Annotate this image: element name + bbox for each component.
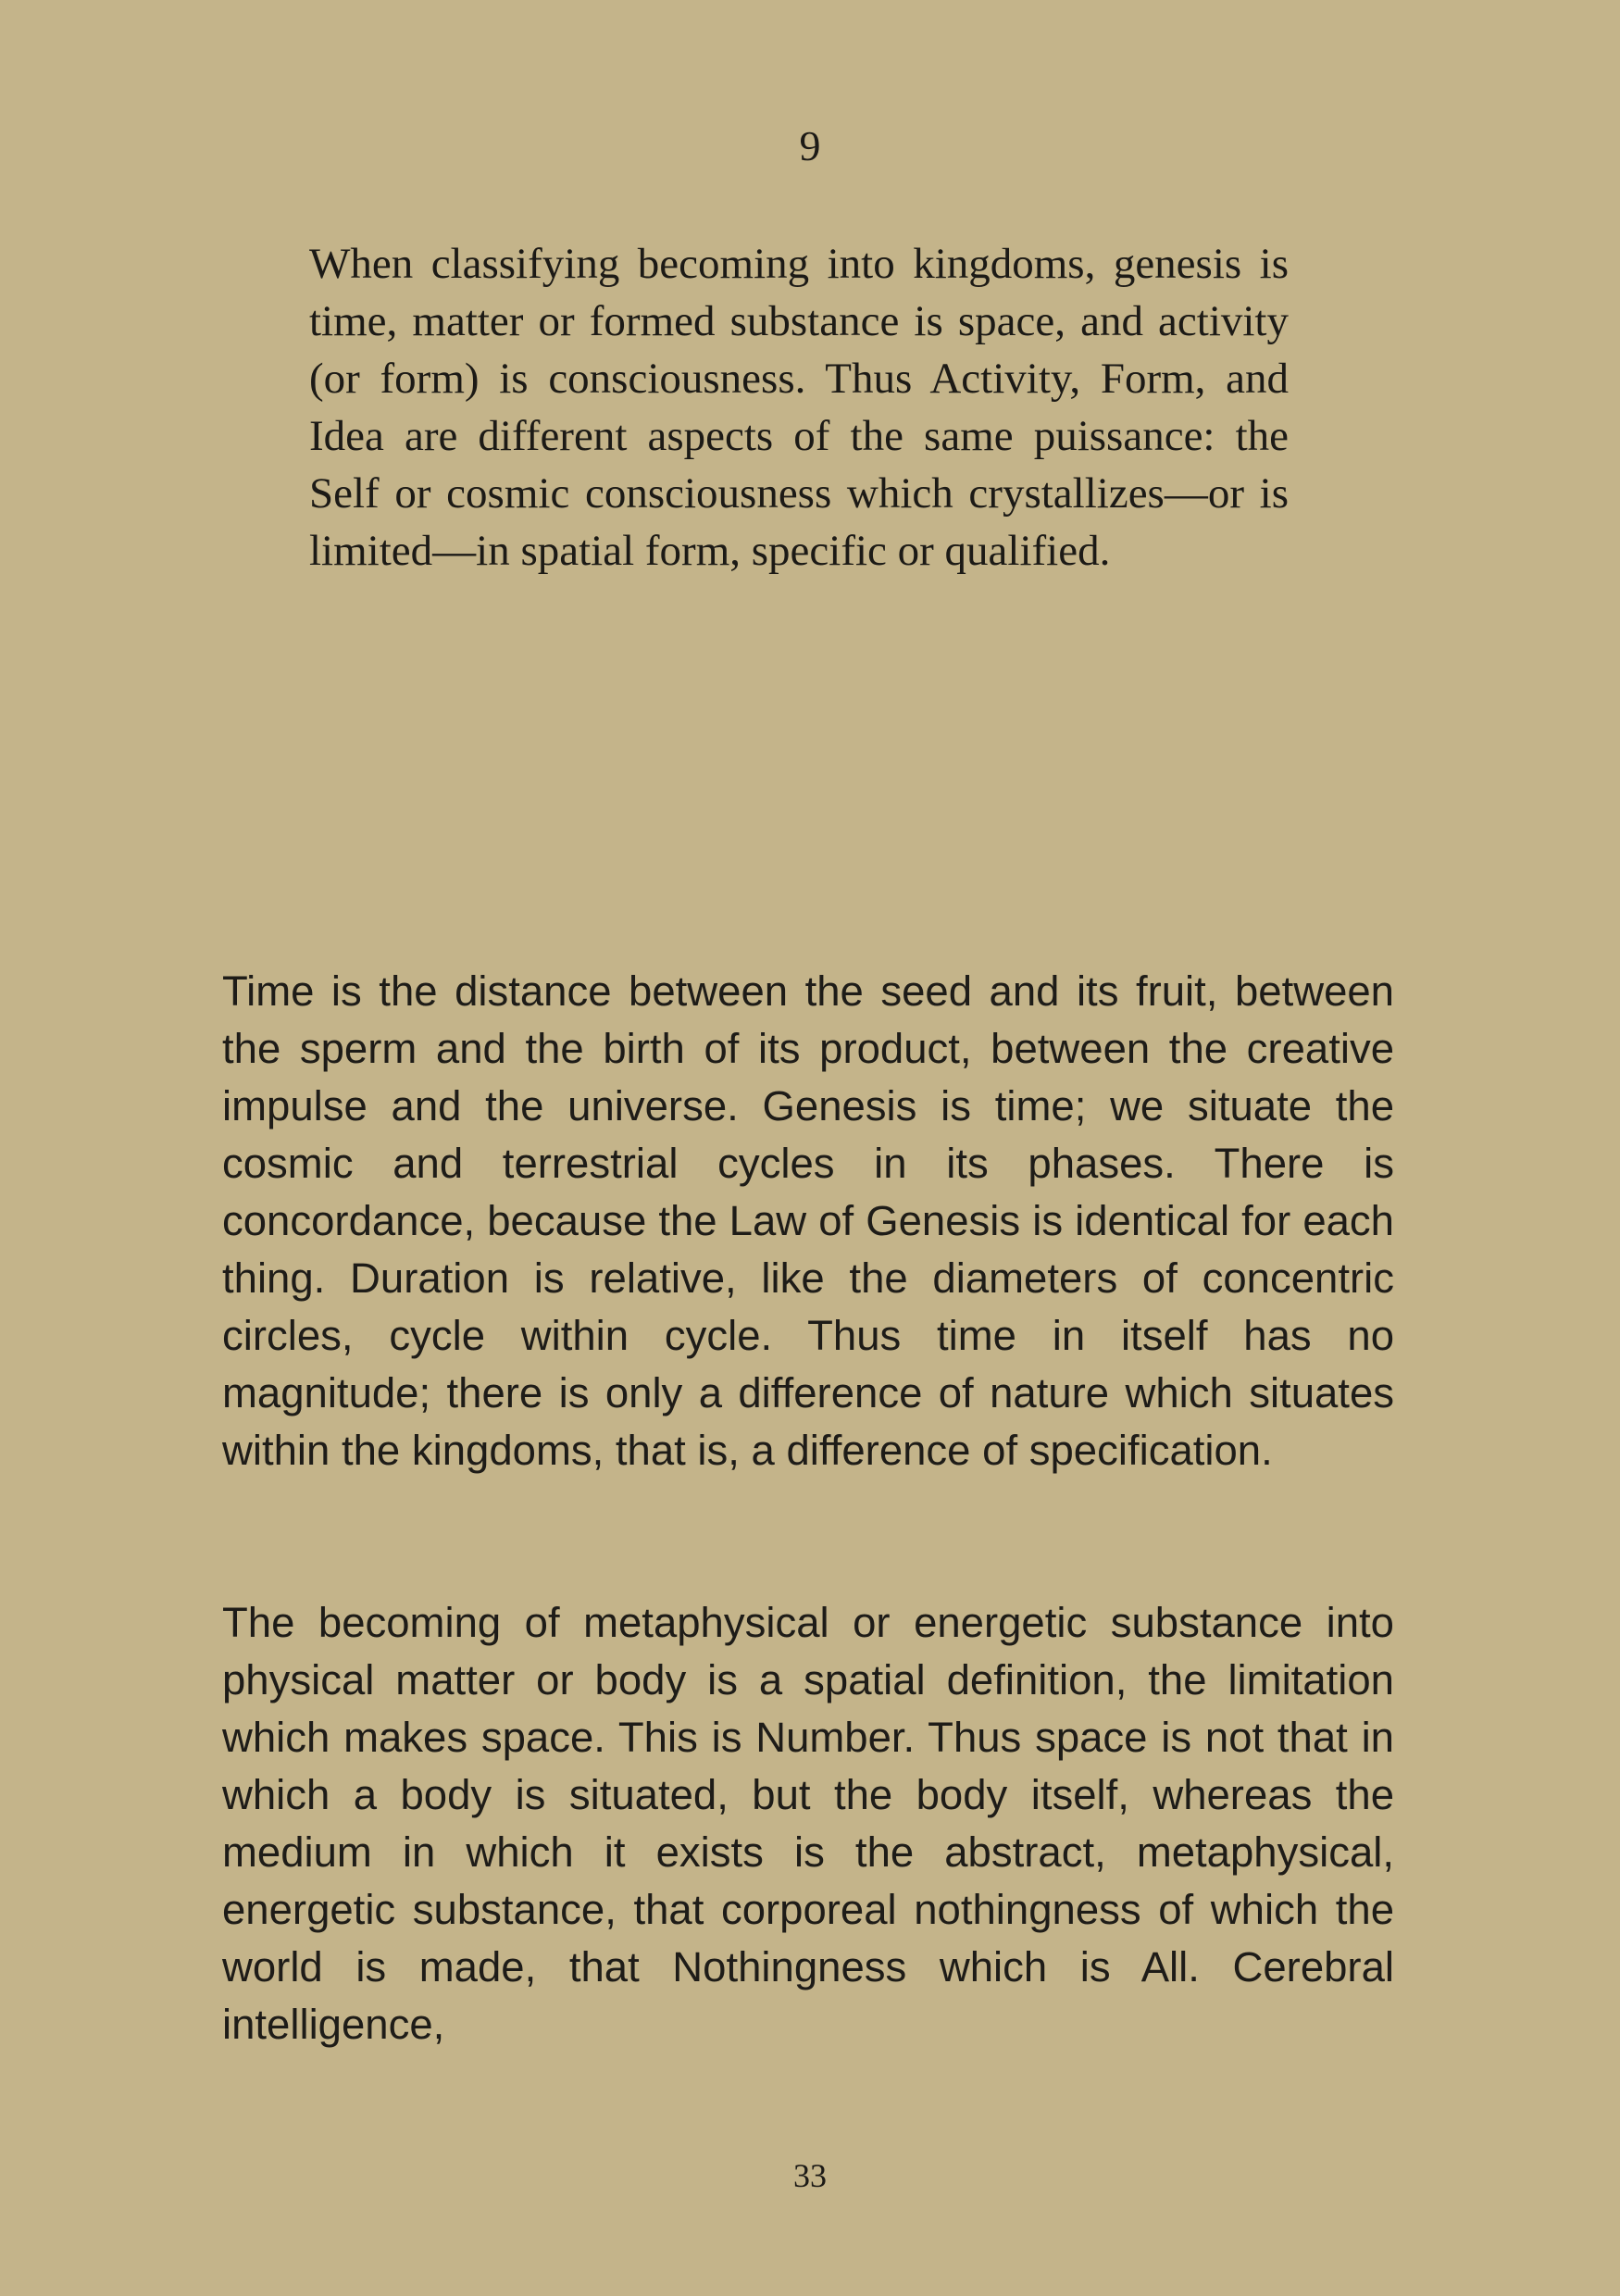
section-number: 9	[799, 122, 821, 169]
commentary-paragraph: The becoming of metaphysical or energetic substance into physical matter or body is a spatial definition, the limitation which makes space. This is Number. Thus space is not that in which a body is situated, but the body itself, whereas the medium in which it exists is the abstract, metaphysical, energetic substance, that corporeal nothingness of which the world is made, that Nothingness which is All. Cerebral intelligence,	[222, 1599, 1394, 2048]
commentary-paragraph: Time is the distance between the seed and its fruit, between the sperm and the birth of its product, between the creative impulse and the universe. Genesis is time; we situate the cosmic and terrestrial cycles in its phases. There is concordance, because the Law of Genesis is identical for each thing. Duration is relative, like the diameters of concentric circles, cycle within cycle. Thus time in itself has no magnitude; there is only a difference of nature which situates within the kingdoms, that is, a difference of specification.	[222, 967, 1394, 1474]
page-number: 33	[793, 2157, 827, 2194]
aphorism-paragraph: When classifying becoming into kingdoms, genesis is time, matter or formed substance is space, and activity (or form) is consciousness. Thus Activity, Form, and Idea are different aspects of the same puissance: the Self or cosmic consciousness which crystallizes—or is limited—in spatial form, specific or qualified.	[309, 240, 1289, 575]
